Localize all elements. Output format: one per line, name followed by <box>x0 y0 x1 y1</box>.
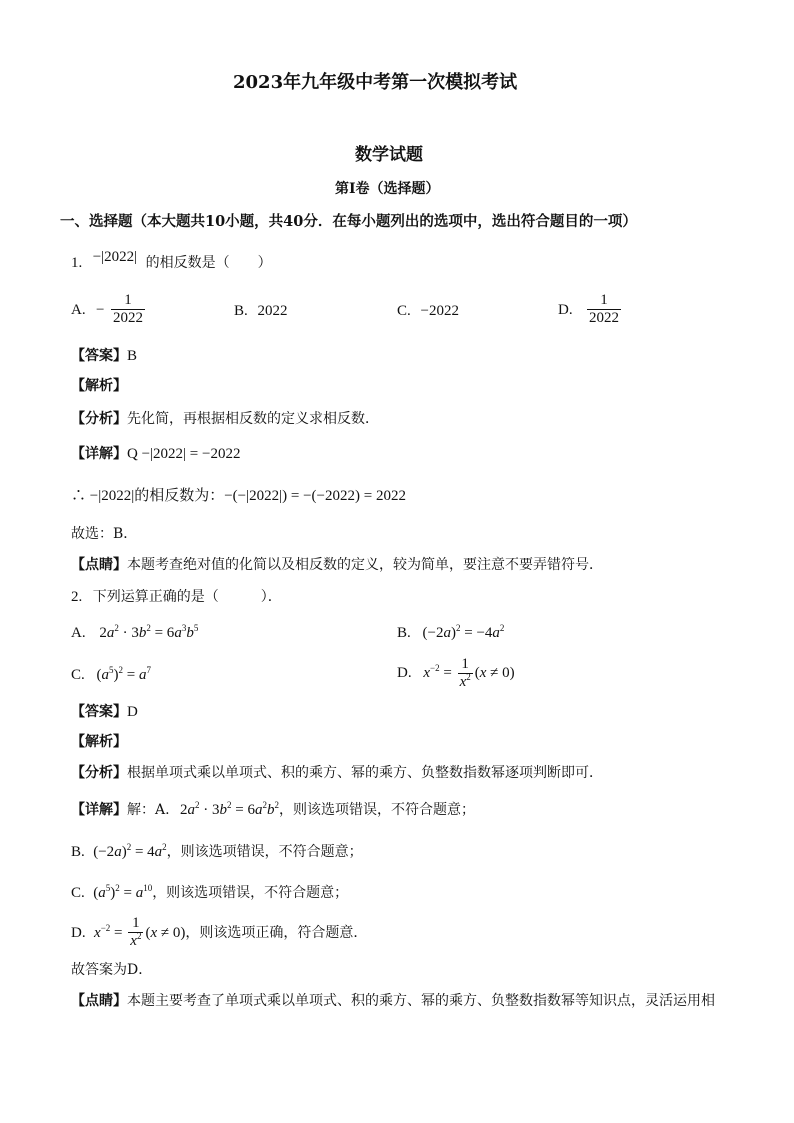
question-number: 1. <box>71 255 83 271</box>
q1-analysis-tag: 【解析】 <box>71 378 127 394</box>
q1-fenxi <box>71 411 379 428</box>
comment-text: 本题考查绝对值的化简以及相反数的定义，较为简单，要注意不要弄错符号． <box>127 557 603 573</box>
detail-expression: Q −|2022| = −2022 <box>127 446 241 462</box>
option-label: B. <box>397 625 411 641</box>
option-label: C. <box>71 667 85 683</box>
q2-answer <box>71 703 138 721</box>
detail-prefix: ∴ −|2022|的相反数为： <box>71 488 225 504</box>
option-label: A. <box>71 625 86 641</box>
fraction-denominator: 2022 <box>589 310 620 327</box>
answer-value: B <box>127 348 138 364</box>
q2-fenxi <box>71 765 603 782</box>
detail-prefix: 解：A. <box>127 802 170 818</box>
fenxi-text: 先化简，再根据相反数的定义求相反数． <box>127 411 379 427</box>
comment-tag: 【点睛】 <box>71 557 127 573</box>
q1-option-b <box>234 302 288 320</box>
fenxi-tag: 【分析】 <box>71 411 127 427</box>
q2-option-d: D. $x^{-2}$ = $\frac{1}{x^2}$ (x ≠ 0) <box>397 656 515 691</box>
fraction: $\frac{1}{x^2}$ <box>459 656 471 691</box>
q2-comment <box>71 993 715 1010</box>
q2-analysis-tag: 【解析】 <box>71 734 127 750</box>
detail-tag: 【详解】 <box>71 446 127 462</box>
detail-prefix: D. <box>71 924 86 941</box>
detail-prefix: B. <box>71 844 85 860</box>
fenxi-tag: 【分析】 <box>71 765 127 781</box>
option-value: 2022 <box>257 303 288 319</box>
answer-tag: 【答案】 <box>71 348 127 364</box>
q1-answer <box>71 347 137 365</box>
question-number: 2. <box>71 589 83 605</box>
comment-tag: 【点睛】 <box>71 993 127 1009</box>
q1-option-d <box>558 292 623 328</box>
q1-comment <box>71 557 603 574</box>
detail-suffix: ，则该选项正确，符合题意． <box>185 924 368 941</box>
volume-title: 第I卷（选择题） <box>335 181 440 197</box>
q2-detail-d: D. $x^{-2}$ = $\frac{1}{x^2}$ (x ≠ 0)，则该选项正确，符合题意． <box>71 915 368 950</box>
q2-detail-c: C. $(a^5)^2 = a^{10}$，则该选项错误，不符合题意； <box>71 883 349 901</box>
question-1-stem <box>71 249 272 272</box>
detail-suffix: ，则该选项错误，不符合题意； <box>278 802 475 818</box>
q1-option-c <box>397 302 459 320</box>
q2-detail-b: B. $(-2a)^2 = 4a^2$，则该选项错误，不符合题意； <box>71 842 363 860</box>
q2-option-a: A. $2a^2 \cdot 3b^2 = 6a^3b^5$ <box>71 623 199 641</box>
option-label: D. <box>397 665 412 682</box>
q1-choose: 故选：B． <box>71 526 138 542</box>
option-label: B. <box>234 303 248 319</box>
answer-value: D <box>127 704 138 720</box>
detail-suffix: ，则该选项错误，不符合题意； <box>152 885 349 901</box>
q2-stem-text: 下列运算正确的是（ ）． <box>92 589 282 605</box>
detail-prefix: C. <box>71 885 85 901</box>
fraction-denominator: 2022 <box>112 310 143 327</box>
option-sign: − <box>96 301 105 318</box>
q2-option-c: C. $(a^5)^2 = a^7$ <box>71 665 151 683</box>
question-2-stem <box>71 588 282 606</box>
q2-detail-a: 【详解】解：A. $2a^2 \cdot 3b^2 = 6a^2b^2$，则该选项错误，不符合题意； <box>71 800 475 818</box>
answer-tag: 【答案】 <box>71 704 127 720</box>
detail-suffix: ，则该选项错误，不符合题意； <box>166 844 363 860</box>
q1-option-a <box>71 292 147 328</box>
option-label: D. <box>558 301 573 318</box>
q2-choose: 故答案为D． <box>71 962 153 978</box>
option-label: A. <box>71 301 86 318</box>
q1-expression: −|2022| <box>92 249 138 265</box>
fenxi-text: 根据单项式乘以单项式、积的乘方、幂的乘方、负整数指数幂逐项判断即可． <box>127 765 603 781</box>
section-title: 一、选择题（本大题共10小题，共40分．在每小题列出的选项中，选出符合题目的一项） <box>60 213 637 230</box>
detail-expression: −(−|2022|) = −(−2022) = 2022 <box>224 488 406 504</box>
subject-title: 数学试题 <box>355 145 423 165</box>
detail-tag: 【详解】 <box>71 802 127 818</box>
q2-option-b: B. $(-2a)^2 = -4a^2$ <box>397 623 505 641</box>
option-value: −2022 <box>420 303 459 319</box>
q1-stem-text: 的相反数是（ ） <box>145 255 272 271</box>
option-label: C. <box>397 303 411 319</box>
fraction <box>587 292 621 328</box>
exam-title: 2023年九年级中考第一次模拟考试 <box>233 72 518 93</box>
comment-text: 本题主要考查了单项式乘以单项式、积的乘方、幂的乘方、负整数指数幂等知识点，灵活运用相 <box>127 993 715 1009</box>
fraction <box>111 292 145 328</box>
fraction: $\frac{1}{x^2}$ <box>130 915 142 950</box>
fraction-numerator: 1 <box>587 292 621 310</box>
q1-detail-line2 <box>71 487 406 505</box>
q1-detail <box>71 445 240 463</box>
fraction-numerator: 1 <box>111 292 145 310</box>
